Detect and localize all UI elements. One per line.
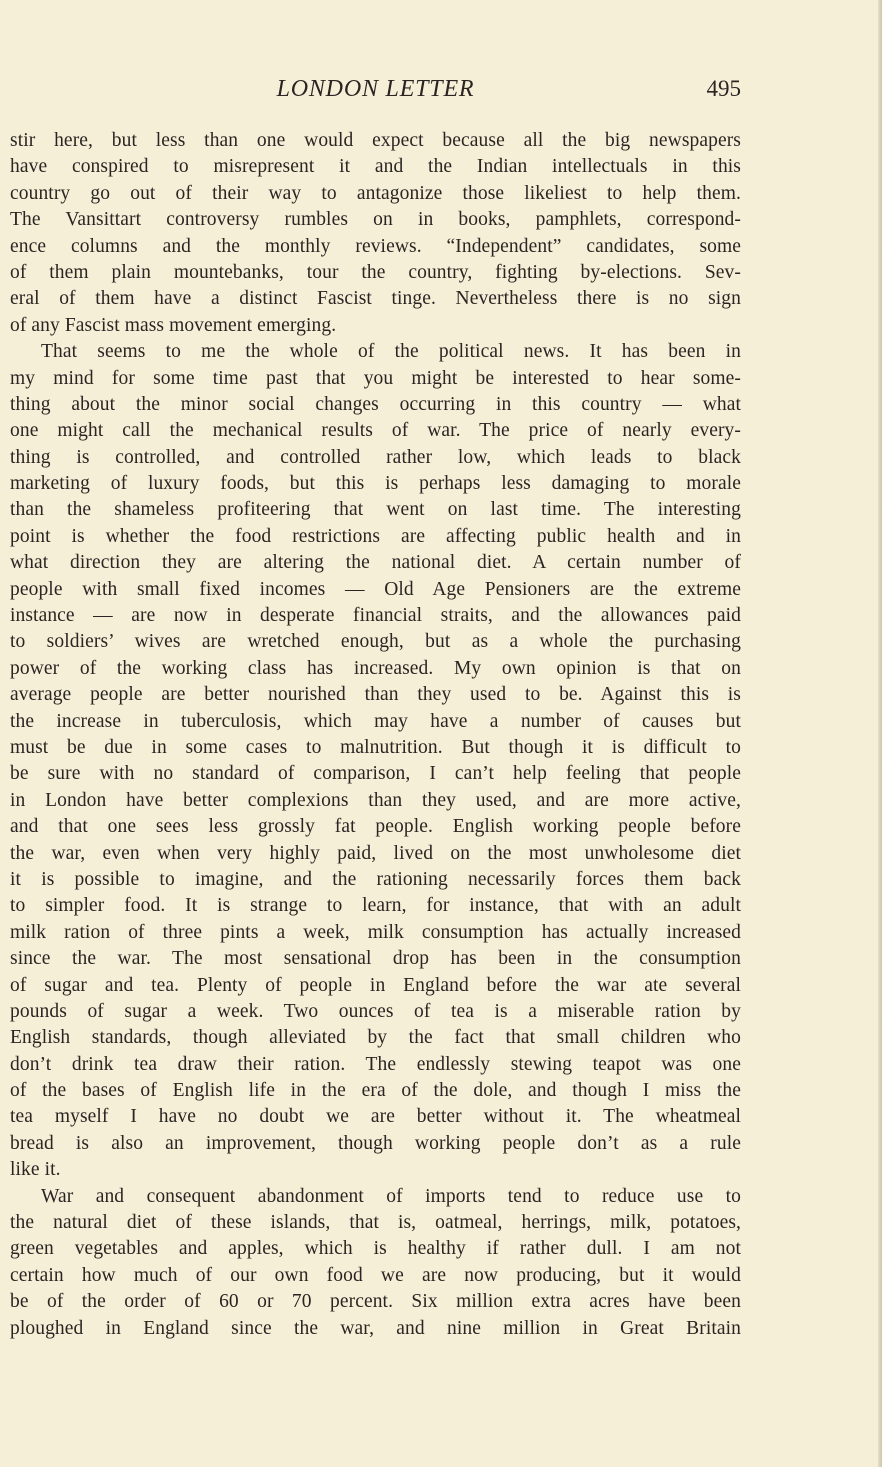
text-line: point is whether the food restrictions are affecting public health and in (10, 525, 741, 547)
text-line: power of the working class has increased. My own opinion is that on (10, 657, 741, 679)
text-line: green vegetables and apples, which is healthy if rather dull. I am not (10, 1238, 741, 1260)
paragraph (10, 339, 741, 1184)
text-line: instance — are now in desperate financial straits, and the allowances paid (10, 605, 741, 627)
text-line: thing about the minor social changes occurring in this country — what (10, 393, 741, 415)
text-line: my mind for some time past that you might be interested to hear some- (10, 367, 741, 389)
running-title: LONDON LETTER (276, 76, 475, 102)
text-line: don’t drink tea draw their ration. The endlessly stewing teapot was one (10, 1053, 741, 1075)
text-line: in London have better complexions than they used, and are more active, (10, 789, 741, 811)
text-line: The Vansittart controversy rumbles on in books, pamphlets, correspond- (10, 209, 741, 231)
text-line: people with small fixed incomes — Old Age Pensioners are the extreme (10, 578, 741, 600)
text-line: have conspired to misrepresent it and the Indian intellectuals in this (10, 156, 741, 178)
text-line: the war, even when very highly paid, lived on the most unwholesome diet (10, 842, 741, 864)
text-line: stir here, but less than one would expect because all the big newspapers (10, 130, 741, 151)
text-line: since the war. The most sensational drop has been in the consumption (10, 948, 741, 970)
text-line: thing is controlled, and controlled rather low, which leads to black (10, 446, 741, 468)
text-line: country go out of their way to antagonize those likeliest to help them. (10, 182, 741, 204)
text-line: one might call the mechanical results of war. The price of nearly every- (10, 420, 741, 442)
paragraph (10, 128, 741, 339)
text-line: to simpler food. It is strange to learn, for instance, that with an adult (10, 895, 741, 917)
text-line: must be due in some cases to malnutrition. But though it is difficult to (10, 736, 741, 758)
page-number: 495 (706, 76, 741, 101)
text-line: be sure with no standard of comparison, I can’t help feeling that people (10, 763, 741, 785)
text-line: the increase in tuberculosis, which may have a number of causes but (10, 710, 741, 732)
text-line: of the bases of English life in the era of the dole, and though I miss the (10, 1080, 741, 1102)
text-line: certain how much of our own food we are now producing, but it would (10, 1264, 741, 1286)
text-line: That seems to me the whole of the political news. It has been in (41, 341, 741, 363)
text-line: marketing of luxury foods, but this is perhaps less damaging to morale (10, 473, 741, 495)
text-line: like it. (10, 1159, 61, 1181)
paragraph (10, 1184, 741, 1342)
running-head (10, 72, 741, 106)
text-line: pounds of sugar a week. Two ounces of tea is a miserable ration by (10, 1000, 741, 1022)
body-text (10, 128, 741, 1342)
text-line: tea myself I have no doubt we are better without it. The wheatmeal (10, 1106, 741, 1128)
text-line: of sugar and tea. Plenty of people in England before the war ate several (10, 974, 741, 996)
text-line: of any Fascist mass movement emerging. (10, 314, 337, 336)
text-line: bread is also an improvement, though working people don’t as a rule (10, 1132, 741, 1154)
text-line: than the shameless profiteering that went on last time. The interesting (10, 499, 741, 521)
page-edge (878, 0, 882, 1467)
text-line: milk ration of three pints a week, milk consumption has actually increased (10, 921, 741, 943)
text-line: what direction they are altering the national diet. A certain number of (10, 552, 741, 574)
text-line: ence columns and the monthly reviews. “Independent” candidates, some (10, 235, 741, 257)
text-line: average people are better nourished than they used to be. Against this is (10, 684, 741, 706)
text-line: to soldiers’ wives are wretched enough, but as a whole the purchasing (10, 631, 741, 653)
text-line: War and consequent abandonment of imports tend to reduce use to (41, 1185, 741, 1207)
text-line: eral of them have a distinct Fascist tinge. Nevertheless there is no sign (10, 288, 741, 310)
text-line: of them plain mountebanks, tour the country, fighting by-elections. Sev- (10, 261, 741, 283)
text-line: the natural diet of these islands, that is, oatmeal, herrings, milk, potatoes, (10, 1212, 741, 1234)
text-line: ploughed in England since the war, and nine million in Great Britain (10, 1317, 741, 1339)
text-line: and that one sees less grossly fat people. English working people before (10, 816, 741, 838)
text-line: it is possible to imagine, and the rationing necessarily forces them back (10, 868, 741, 890)
text-line: English standards, though alleviated by the fact that small children who (10, 1027, 741, 1049)
text-line: be of the order of 60 or 70 percent. Six million extra acres have been (10, 1291, 741, 1313)
